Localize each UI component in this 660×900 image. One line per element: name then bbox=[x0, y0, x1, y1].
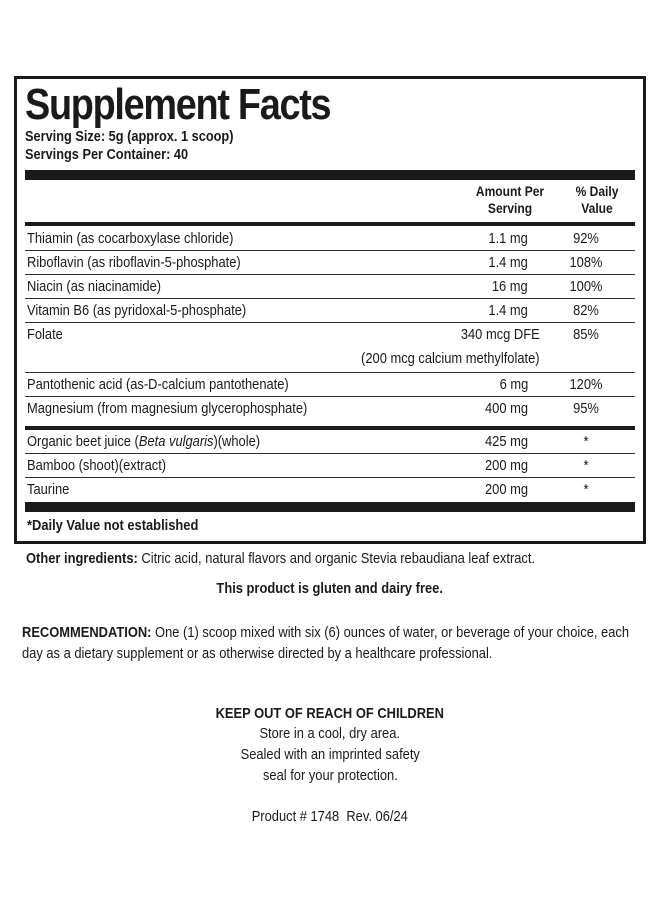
ingredient-amount: 200 mg bbox=[484, 457, 528, 474]
nutrient-amount: 16 mg bbox=[492, 278, 528, 295]
ingredient-name: Taurine bbox=[27, 481, 70, 498]
seal-text-1: Sealed with an imprinted safety bbox=[240, 746, 420, 763]
other-ingredients-label: Other ingredients: bbox=[26, 550, 138, 567]
product-number: Product # 1748 Rev. 06/24 bbox=[251, 808, 409, 825]
ingredient-row bbox=[25, 454, 635, 478]
nutrient-name: Pantothenic acid (as-D-calcium pantothenate) bbox=[27, 376, 289, 393]
nutrient-dv: 92% bbox=[573, 230, 599, 247]
ingredient-dv: * bbox=[583, 433, 589, 450]
nutrient-name: Thiamin (as cocarboxylase chloride) bbox=[27, 230, 234, 247]
nutrient-amount: 6 mg bbox=[499, 376, 528, 393]
ingredient-amount: 200 mg bbox=[484, 481, 528, 498]
dv-header-line1: % Daily bbox=[575, 183, 619, 199]
nutrient-row bbox=[25, 299, 635, 323]
nutrient-dv: 100% bbox=[569, 278, 603, 295]
facts-title: Supplement Facts bbox=[25, 80, 331, 129]
amount-header-line1: Amount Per bbox=[475, 183, 545, 199]
allergen-note bbox=[0, 579, 660, 599]
storage-text: Store in a cool, dry area. bbox=[259, 725, 401, 742]
amount-per-serving-header bbox=[458, 183, 561, 217]
nutrient-row-folate bbox=[25, 323, 635, 373]
daily-value-footnote: *Daily Value not established bbox=[27, 517, 199, 534]
servings-per-container: Servings Per Container: 40 bbox=[25, 147, 189, 163]
ingredient-row bbox=[25, 430, 635, 454]
product-info bbox=[0, 807, 660, 827]
keep-out-warning bbox=[0, 704, 660, 724]
nutrient-amount: 1.4 mg bbox=[488, 302, 528, 319]
nutrient-amount: 400 mg bbox=[484, 400, 528, 417]
daily-value-header bbox=[558, 183, 635, 217]
ingredient-amount: 425 mg bbox=[484, 433, 528, 450]
ingredient-dv: * bbox=[583, 457, 589, 474]
nutrient-name: Vitamin B6 (as pyridoxal-5-phosphate) bbox=[27, 302, 247, 319]
nutrient-dv: 120% bbox=[569, 376, 603, 393]
nutrient-amount: 340 mcg DFE bbox=[461, 326, 540, 343]
ingredient-dv: * bbox=[583, 481, 589, 498]
nutrient-row bbox=[25, 397, 635, 421]
nutrient-subnote: (200 mcg calcium methylfolate) bbox=[361, 350, 540, 367]
dv-header-line2: Value bbox=[581, 200, 613, 216]
nutrient-row bbox=[25, 251, 635, 275]
ingredient-name: Organic beet juice (Beta vulgaris)(whole) bbox=[27, 433, 261, 450]
amount-header-line2: Serving bbox=[487, 200, 533, 216]
keep-out-text: KEEP OUT OF REACH OF CHILDREN bbox=[215, 705, 445, 722]
thick-divider-top bbox=[25, 170, 635, 180]
nutrient-dv: 82% bbox=[573, 302, 599, 319]
serving-size: Serving Size: 5g (approx. 1 scoop) bbox=[25, 129, 234, 145]
nutrient-dv: 108% bbox=[569, 254, 603, 271]
storage-instruction bbox=[0, 724, 660, 744]
nutrient-dv: 95% bbox=[573, 400, 599, 417]
nutrient-name: Riboflavin (as riboflavin-5-phosphate) bbox=[27, 254, 241, 271]
nutrient-row bbox=[25, 275, 635, 299]
nutrient-name: Folate bbox=[27, 326, 63, 343]
nutrient-amount: 1.4 mg bbox=[488, 254, 528, 271]
seal-note-line2 bbox=[0, 766, 660, 786]
nutrient-row bbox=[25, 373, 635, 397]
ingredient-row bbox=[25, 478, 635, 502]
thick-divider-bottom bbox=[25, 502, 635, 512]
seal-note-line1 bbox=[0, 745, 660, 765]
nutrient-row bbox=[25, 227, 635, 251]
nutrient-name: Magnesium (from magnesium glycerophosphate) bbox=[27, 400, 308, 417]
recommendation bbox=[22, 622, 641, 664]
nutrient-name: Niacin (as niacinamide) bbox=[27, 278, 162, 295]
other-ingredients bbox=[26, 549, 535, 569]
ingredient-name: Bamboo (shoot)(extract) bbox=[27, 457, 167, 474]
nutrient-amount: 1.1 mg bbox=[488, 230, 528, 247]
header-divider bbox=[25, 222, 635, 226]
seal-text-2: seal for your protection. bbox=[262, 767, 398, 784]
latin-name: Beta vulgaris bbox=[138, 433, 214, 450]
supplement-facts-panel bbox=[14, 76, 646, 544]
allergen-note-text: This product is gluten and dairy free. bbox=[216, 580, 444, 597]
other-ingredients-text: Citric acid, natural flavors and organic Stevia rebaudiana leaf extract. bbox=[137, 550, 536, 567]
recommendation-label: RECOMMENDATION: bbox=[22, 624, 152, 641]
nutrient-dv: 85% bbox=[573, 326, 599, 343]
recommendation-text: One (1) scoop mixed with six (6) ounces of water, or beverage of your choice, each day as a dietary supplement or as otherwise directed by a healthcare professional. bbox=[22, 624, 630, 662]
